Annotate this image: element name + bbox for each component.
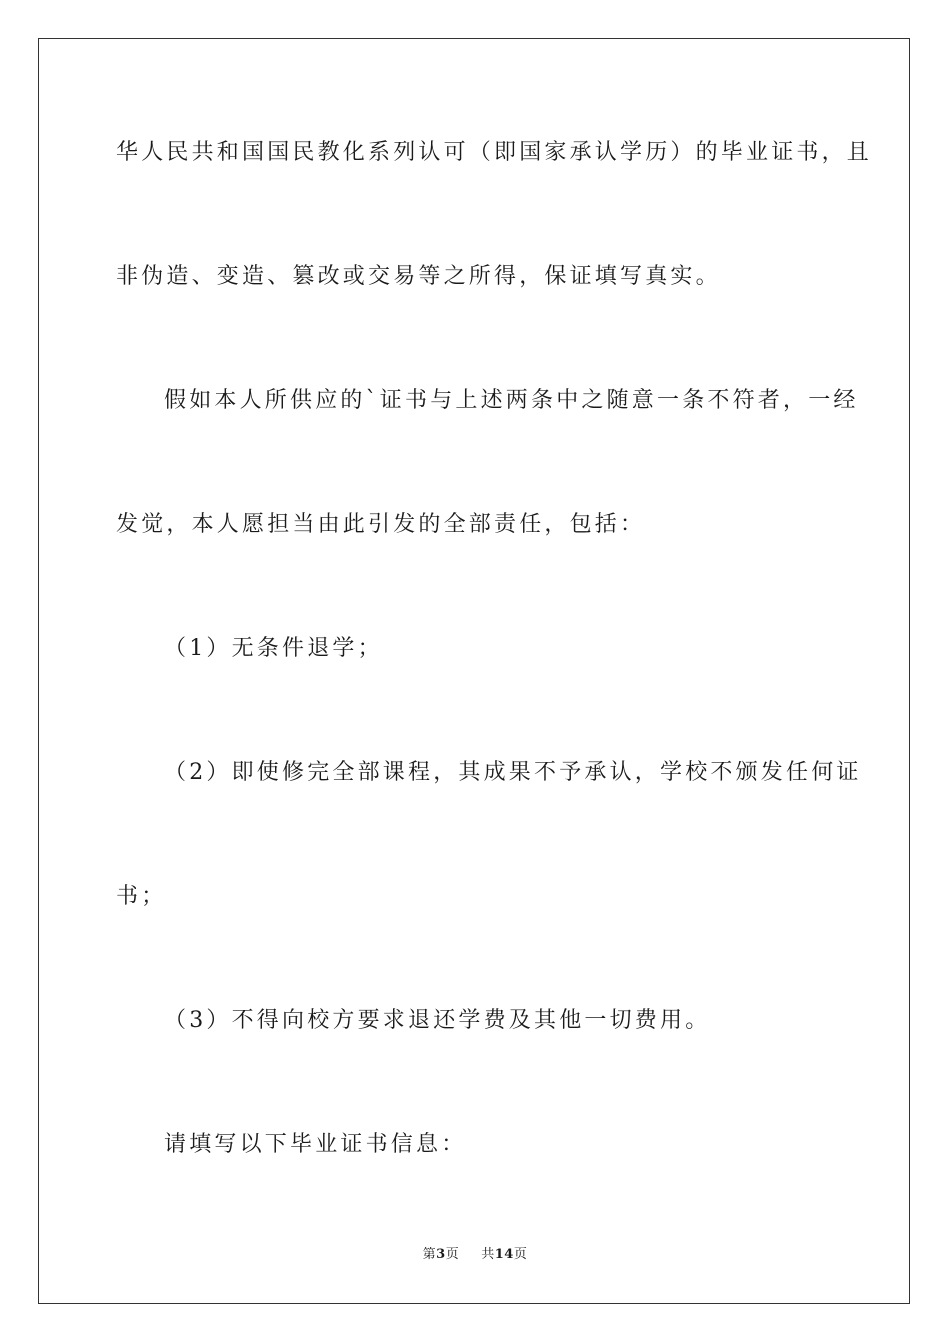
total-prefix: 共	[481, 1247, 495, 1262]
page-number: 3	[436, 1247, 446, 1262]
page-suffix: 页	[445, 1247, 460, 1262]
text-line-1: 华人民共和国国民教化系列认可（即国家承认学历）的毕业证书，且	[116, 140, 873, 165]
page-border	[38, 38, 910, 1304]
page-footer	[0, 1246, 950, 1264]
list-item-2: （2）即使修完全部课程，其成果不予承认，学校不颁发任何证	[164, 760, 862, 785]
total-suffix: 页	[513, 1247, 528, 1262]
text-line-2: 非伪造、变造、篡改或交易等之所得，保证填写真实。	[116, 264, 721, 289]
page-prefix: 第	[422, 1247, 437, 1262]
form-instruction: 请填写以下毕业证书信息：	[164, 1132, 467, 1157]
text-line-3: 假如本人所供应的`证书与上述两条中之随意一条不符者，一经	[164, 388, 859, 413]
list-item-1: （1）无条件退学；	[164, 636, 383, 661]
list-item-2-continued: 书；	[116, 884, 167, 909]
text-line-4: 发觉，本人愿担当由此引发的全部责任，包括：	[116, 512, 646, 537]
list-item-3: （3）不得向校方要求退还学费及其他一切费用。	[164, 1008, 711, 1033]
total-pages: 14	[494, 1247, 514, 1262]
